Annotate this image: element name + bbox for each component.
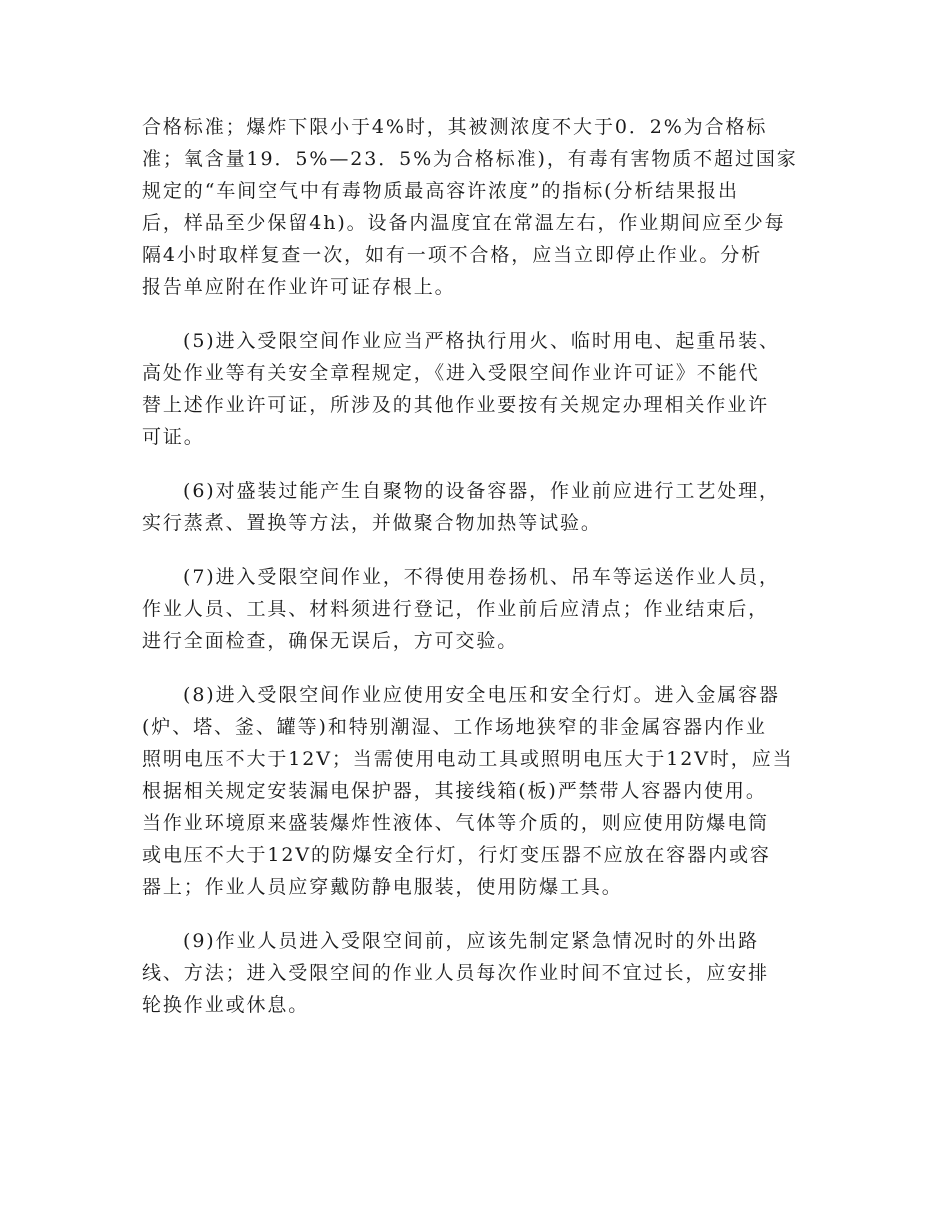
text-line: 隔4小时取样复查一次，如有一项不合格，应当立即停止作业。分析 <box>142 244 763 266</box>
text-line: 进行全面检查，确保无误后，方可交验。 <box>142 630 519 652</box>
paragraph-item-5 <box>142 325 822 453</box>
text-line: 作业人员、工具、材料须进行登记，作业前后应清点；作业结束后， <box>142 598 770 620</box>
text-line: 报告单应附在作业许可证存根上。 <box>142 276 456 298</box>
text-line: (6)对盛装过能产生自聚物的设备容器，作业前应进行工艺处理， <box>183 480 780 502</box>
paragraph-continued-analysis <box>142 111 822 303</box>
text-line: 准；氧含量19．5%—23．5%为合格标准)，有毒有害物质不超过国家 <box>142 148 798 170</box>
text-line: 照明电压不大于12V；当需使用电动工具或照明电压大于12V时，应当 <box>142 748 794 770</box>
text-line: 规定的“车间空气中有毒物质最高容许浓度”的指标(分析结果报出 <box>142 180 739 202</box>
text-line: 合格标准；爆炸下限小于4%时，其被测浓度不大于0．2%为合格标 <box>142 116 768 138</box>
paragraph-item-8 <box>142 679 822 903</box>
paragraph-item-6 <box>142 475 822 539</box>
paragraph-item-9 <box>142 925 822 1021</box>
text-line: (9)作业人员进入受限空间前，应该先制定紧急情况时的外出路 <box>183 930 760 952</box>
text-line: 可证。 <box>142 426 205 448</box>
text-line: 实行蒸煮、置换等方法，并做聚合物加热等试验。 <box>142 512 602 534</box>
text-line: 器上；作业人员应穿戴防静电服装，使用防爆工具。 <box>142 876 623 898</box>
text-line: 当作业环境原来盛装爆炸性液体、气体等介质的，则应使用防爆电筒 <box>142 812 770 834</box>
text-line: 线、方法；进入受限空间的作业人员每次作业时间不宜过长，应安排 <box>142 962 770 984</box>
text-line: (7)进入受限空间作业，不得使用卷扬机、吊车等运送作业人员， <box>183 566 780 588</box>
paragraph-item-7 <box>142 561 822 657</box>
text-line: (炉、塔、釜、罐等)和特别潮湿、工作场地狭窄的非金属容器内作业 <box>142 716 767 738</box>
text-line: (5)进入受限空间作业应当严格执行用火、临时用电、起重吊装、 <box>183 330 780 352</box>
document-body <box>142 111 822 1043</box>
text-line: 或电压不大于12V的防爆安全行灯，行灯变压器不应放在容器内或容 <box>142 844 771 866</box>
text-line: (8)进入受限空间作业应使用安全电压和安全行灯。进入金属容器 <box>183 684 780 706</box>
text-line: 轮换作业或休息。 <box>142 994 310 1016</box>
text-line: 根据相关规定安装漏电保护器，其接线箱(板)严禁带人容器内使用。 <box>142 780 767 802</box>
text-line: 替上述作业许可证，所涉及的其他作业要按有关规定办理相关作业许 <box>142 394 770 416</box>
text-line: 后，样品至少保留4h)。设备内温度宜在常温左右，作业期间应至少每 <box>142 212 786 234</box>
text-line: 高处作业等有关安全章程规定，《进入受限空间作业许可证》不能代 <box>142 362 760 384</box>
